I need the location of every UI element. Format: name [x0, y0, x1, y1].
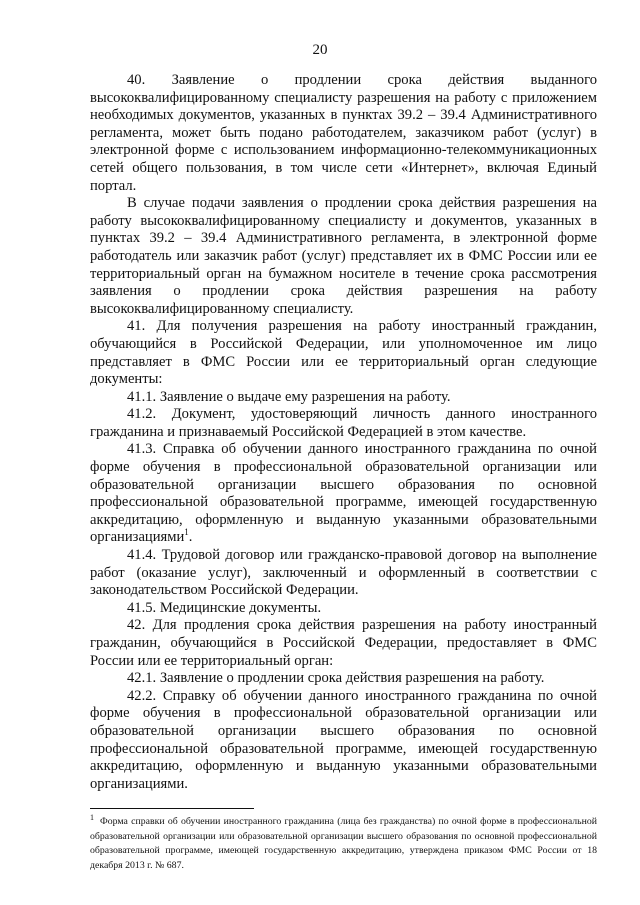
footnote-text: Форма справки об обучении иностранного гражданина (лица без гражданства) по очной форме в профессиональной образовательной организации или образовательной организации высшего образования по основной профессиональной образовательной программе, имеющей государственную аккредитацию, утверждена приказом ФМС России от 18 декабря 2013 г. № 687. — [90, 816, 597, 871]
paragraph-41-3 — [90, 441, 597, 547]
paragraph-41-5: 41.5. Медицинские документы. — [127, 599, 322, 616]
paragraph-41-3-end: . — [188, 529, 193, 546]
paragraph-41-4: 41.4. Трудовой договор или гражданско-правовой договор на выполнение работ (оказание услуг), заключенный и оформленный в соответствии с законодательством Российской Федерации. — [90, 547, 597, 599]
paragraph-41-2: 41.2. Документ, удостоверяющий личность данного иностранного гражданина и признаваемый Российской Федерацией в этом качестве. — [90, 406, 597, 440]
paragraph-42-1: 42.1. Заявление о продлении срока действия разрешения на работу. — [127, 670, 545, 687]
paragraph-42: 42. Для продления срока действия разрешения на работу иностранный гражданин, обучающийся в Российской Федерации, предоставляет в ФМС России или ее территориальный орган: — [90, 617, 597, 669]
paragraph-41-3-text: 41.3. Справка об обучении данного иностранного гражданина по очной форме обучения в профессиональной образовательной организации или образовательной организации высшего образования по основной профессиональной образовательной программе, имеющей государственную аккредитацию, оформленную и выданную указанными образовательными организациями — [90, 441, 597, 546]
paragraph-42-2: 42.2. Справку об обучении данного иностранного гражданина по очной форме обучения в профессиональной образовательной организации или образовательной организации высшего образования по основной профессиональной образовательной программе, имеющей государственную аккредитацию, оформленную и выданную указанными образовательными организациями. — [90, 687, 597, 792]
document-body — [90, 72, 597, 793]
paragraph-41-1: 41.1. Заявление о выдаче ему разрешения на работу. — [127, 388, 451, 405]
paragraph-40: 40. Заявление о продлении срока действия выданного высококвалифицированному специалисту разрешения на работу с приложением необходимых документов, указанных в пунктах 39.2 – 39.4 Административного регламента, может быть подано работодателем, заказчиком работ (услуг) в электронной форме с использованием информационно-телекоммуникационных сетей общего пользования, в том числе сети «Интернет», включая Единый портал. — [90, 72, 597, 194]
paragraph-40-electronic-submission: В случае подачи заявления о продлении срока действия разрешения на работу высококвалифицированному специалисту и документов, указанных в пунктах 39.2 – 39.4 Административного регламента, в электронной форме работодатель или заказчик работ (услуг) представляет их в ФМС России или ее территориальный орган на бумажном носителе в течение срока рассмотрения заявления о продлении срока действия разрешения на работу высококвалифицированному специалисту. — [90, 195, 597, 317]
page-number: 20 — [312, 42, 328, 58]
footnote-separator — [90, 808, 254, 809]
footnote — [90, 812, 597, 873]
footnote-reference[interactable]: 1 — [184, 527, 189, 538]
paragraph-41: 41. Для получения разрешения на работу иностранный гражданин, обучающийся в Российской Федерации, или уполномоченное им лицо представляет в ФМС России или ее территориальный орган следующие документы: — [90, 318, 597, 388]
footnote-mark: 1 — [90, 812, 94, 822]
